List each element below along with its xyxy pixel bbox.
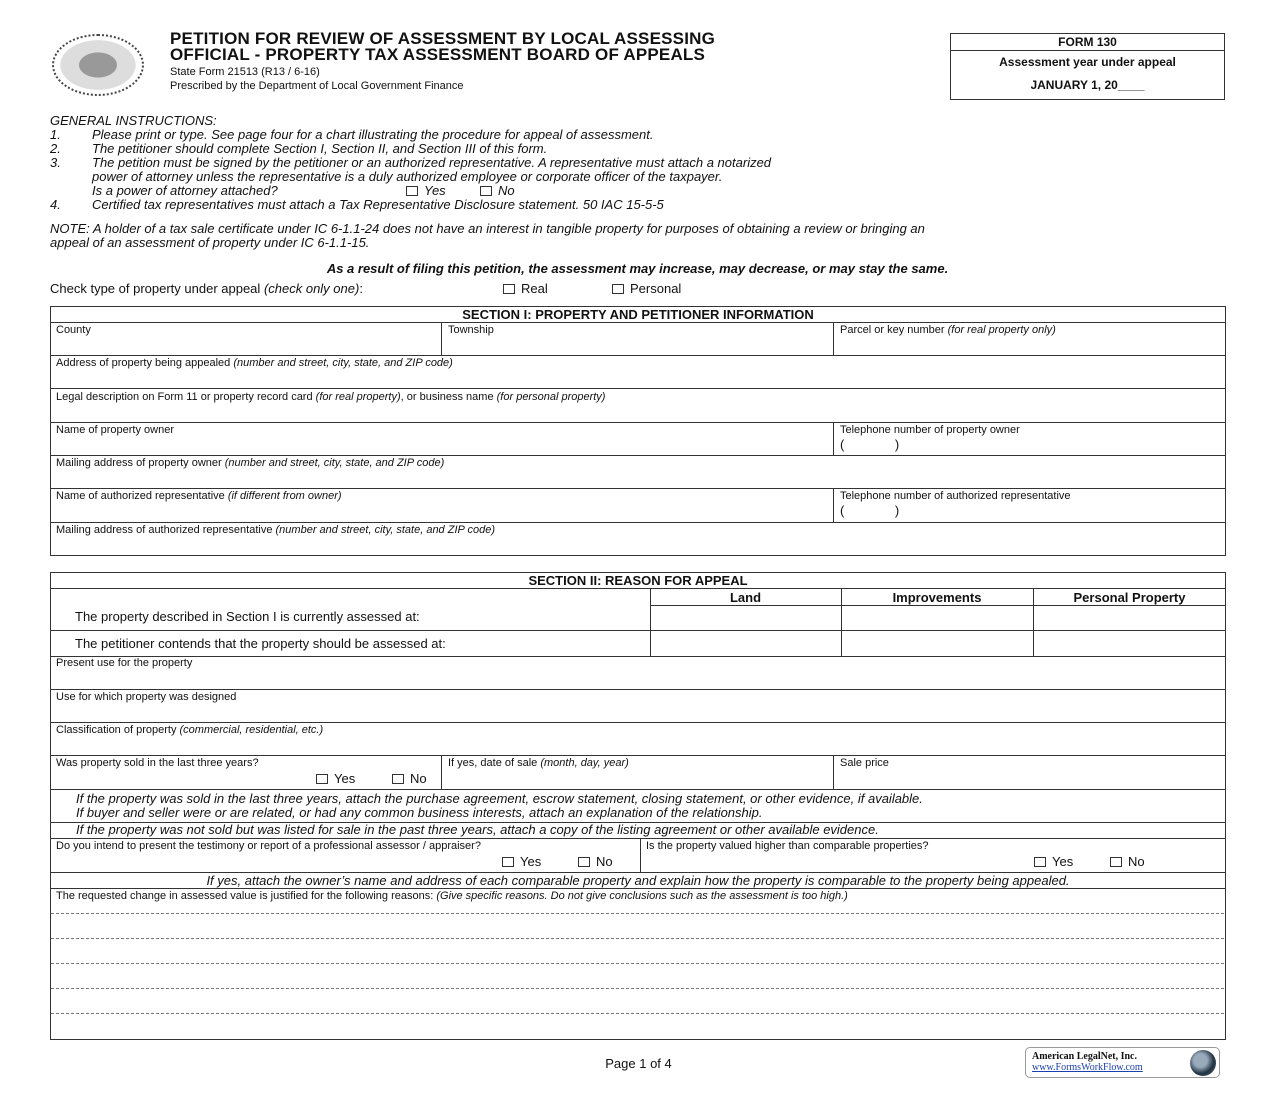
sold-no-checkbox[interactable]: No <box>392 771 427 786</box>
column-land: Land <box>729 590 762 605</box>
comparable-no-checkbox[interactable]: No <box>1110 854 1145 869</box>
prescribed-by: Prescribed by the Department of Local Government Finance <box>170 80 464 92</box>
section-2-title: SECTION II: REASON FOR APPEAL <box>528 573 748 588</box>
representative-telephone-area-code[interactable]: ( ) <box>840 503 900 518</box>
reason-line[interactable] <box>51 1013 1224 1014</box>
instructions-heading: GENERAL INSTRUCTIONS: <box>50 113 217 128</box>
section-1-title: SECTION I: PROPERTY AND PETITIONER INFORMATION <box>462 307 814 322</box>
sold-note-1: If the property was sold in the last three years, attach the purchase agreement, escrow statement, closing statement, or other evidence, if available. <box>76 791 923 806</box>
owner-name-field[interactable]: Name of property owner <box>56 424 174 436</box>
testimony-no-checkbox[interactable]: No <box>578 854 613 869</box>
reason-line[interactable] <box>51 963 1224 964</box>
present-use-field[interactable]: Present use for the property <box>56 657 193 669</box>
county-field[interactable]: County <box>56 324 91 336</box>
state-form-number: State Form 21513 (R13 / 6-16) <box>170 66 320 78</box>
instruction-2: 2. The petitioner should complete Section I, Section II, and Section III of this form. <box>50 141 548 156</box>
listed-note: If the property was not sold but was listed for sale in the past three years, attach a copy of the listing agreement or other available evidence. <box>76 822 879 837</box>
instruction-3-cont: power of attorney unless the representative is a duly authorized employee or corporate officer of the taxpayer. <box>92 169 723 184</box>
owner-telephone-area-code[interactable]: ( ) <box>840 437 900 452</box>
comparable-yes-checkbox[interactable]: Yes <box>1034 854 1073 869</box>
reason-line[interactable] <box>51 913 1224 914</box>
globe-icon <box>1190 1050 1216 1076</box>
poa-question: Is a power of attorney attached? <box>92 183 278 198</box>
sale-price-field[interactable]: Sale price <box>840 757 889 769</box>
sold-yes-checkbox[interactable]: Yes <box>316 771 355 786</box>
testimony-question: Do you intend to present the testimony or report of a professional assessor / appraiser? <box>56 840 481 852</box>
sold-note-2: If buyer and seller were or are related, or had any common business interests, attach an explanation of the relationship. <box>76 805 763 820</box>
testimony-yes-checkbox[interactable]: Yes <box>502 854 541 869</box>
poa-no-checkbox[interactable]: No <box>480 183 515 198</box>
american-legalnet-logo[interactable] <box>1025 1047 1220 1078</box>
comparable-note: If yes, attach the owner’s name and address of each comparable property and explain how the property is comparable to the property being appealed. <box>206 873 1070 888</box>
township-field[interactable]: Township <box>448 324 494 336</box>
property-type-question: Check type of property under appeal (check only one): <box>50 281 363 296</box>
representative-telephone-field[interactable]: Telephone number of authorized representative <box>840 490 1071 502</box>
property-address-field[interactable]: Address of property being appealed (number and street, city, state, and ZIP code) <box>56 357 453 369</box>
instruction-1: 1. Please print or type. See page four for a chart illustrating the procedure for appeal of assessment. <box>50 127 654 142</box>
section-1 <box>50 306 1226 556</box>
designed-use-field[interactable]: Use for which property was designed <box>56 691 237 703</box>
form-title-line1: PETITION FOR REVIEW OF ASSESSMENT BY LOCAL ASSESSING <box>170 29 716 48</box>
page-number: Page 1 of 4 <box>605 1056 672 1071</box>
comparable-question: Is the property valued higher than comparable properties? <box>646 840 929 852</box>
instruction-4: 4. Certified tax representatives must attach a Tax Representative Disclosure statement. 50 IAC 15-5-5 <box>50 197 664 212</box>
owner-mailing-address-field[interactable]: Mailing address of property owner (number and street, city, state, and ZIP code) <box>56 457 445 469</box>
column-personal-property: Personal Property <box>1073 590 1186 605</box>
instruction-3: 3. The petition must be signed by the petitioner or an authorized representative. A representative must attach a notarized <box>50 155 772 170</box>
logo-link[interactable]: www.FormsWorkFlow.com <box>1032 1062 1143 1073</box>
column-improvements: Improvements <box>892 590 982 605</box>
legal-description-field[interactable]: Legal description on Form 11 or property record card (for real property), or business name (for personal property) <box>56 391 606 403</box>
sold-question: Was property sold in the last three years? <box>56 757 259 769</box>
reasons-label: The requested change in assessed value is justified for the following reasons: (Give specific reasons. Do not give conclusions such as the assessment is too high.) <box>56 890 848 902</box>
form-title-line2: OFFICIAL - PROPERTY TAX ASSESSMENT BOARD OF APPEALS <box>170 45 706 64</box>
note-line1: NOTE: A holder of a tax sale certificate under IC 6-1.1-24 does not have an interest in tangible property for purposes of obtaining a review or bringing an <box>50 221 925 236</box>
current-assessment-label: The property described in Section I is currently assessed at: <box>75 609 420 624</box>
assessment-year-label: Assessment year under appeal <box>999 55 1176 69</box>
representative-mailing-address-field[interactable]: Mailing address of authorized representative (number and street, city, state, and ZIP code) <box>56 524 496 536</box>
parcel-number-field[interactable]: Parcel or key number (for real property only) <box>840 324 1056 336</box>
logo-line1: American LegalNet, Inc. <box>1032 1051 1137 1062</box>
personal-property-checkbox[interactable]: Personal <box>612 281 681 296</box>
representative-name-field[interactable]: Name of authorized representative (if different from owner) <box>56 490 342 502</box>
classification-field[interactable]: Classification of property (commercial, residential, etc.) <box>56 724 324 736</box>
contended-assessment-label: The petitioner contends that the property should be assessed at: <box>75 636 446 651</box>
reason-line[interactable] <box>51 938 1224 939</box>
assessment-year-field[interactable]: JANUARY 1, 20____ <box>1030 78 1145 92</box>
real-property-checkbox[interactable]: Real <box>503 281 548 296</box>
sale-date-field[interactable]: If yes, date of sale (month, day, year) <box>448 757 629 769</box>
note-line2: appeal of an assessment of property under IC 6-1.1-15. <box>50 235 370 250</box>
owner-telephone-field[interactable]: Telephone number of property owner <box>840 424 1020 436</box>
reason-line[interactable] <box>51 988 1224 989</box>
poa-yes-checkbox[interactable]: Yes <box>406 183 446 198</box>
state-seal <box>52 34 144 96</box>
form-code: FORM 130 <box>1058 35 1117 49</box>
assessment-warning: As a result of filing this petition, the assessment may increase, may decrease, or may stay the same. <box>326 261 949 276</box>
